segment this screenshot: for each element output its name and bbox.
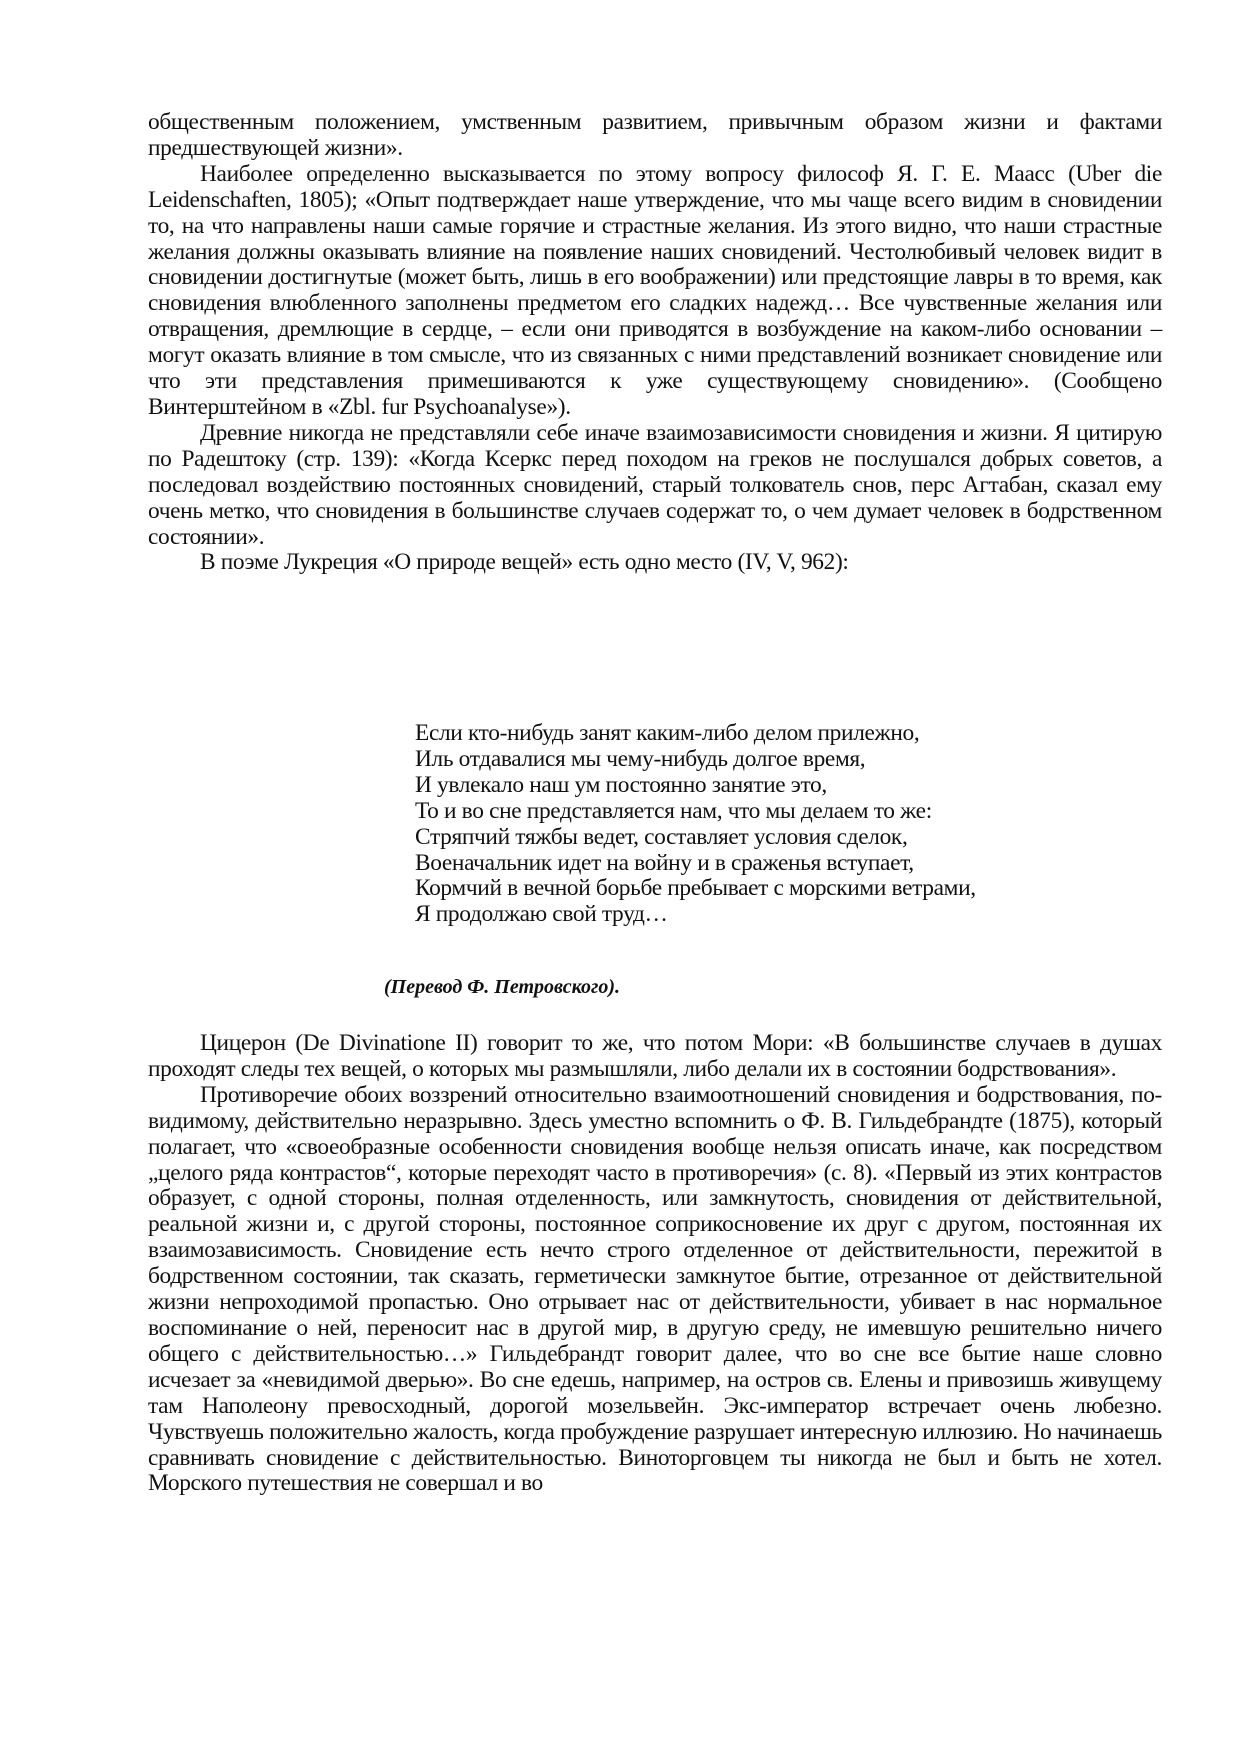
paragraph-continuation: общественным положением, умственным развитием, привычным образом жизни и фактами предшествующей жизни». <box>148 109 1162 161</box>
poem-quote <box>415 721 976 928</box>
poem-line: Кормчий в вечной борьбе пребывает с морскими ветрами, <box>415 875 976 902</box>
paragraph-maass: Наиболее определенно высказывается по этому вопросу философ Я. Г. Е. Маасс (Uber die Leidenschaften, 1805); «Опыт подтверждает наше утверждение, что мы чаще всего видим в сновидении то, на что направлены наши самые горячие и страстные желания. Из этого видно, что наши страстные желания должны оказывать влияние на появление наших сновидений. Честолюбивый человек видит в сновидении достигнутые (может быть, лишь в его воображении) или предстоящие лавры в то время, как сновидения влюбленного заполнены предметом его сладких надежд… Все чувственные желания или отвращения, дремлющие в сердце, – если они приводятся в возбуждение на каком-либо основании – могут оказать влияние в том смысле, что из связанных с ними представлений возникает сновидение или что эти представления примешиваются к уже существующему сновидению». (Сообщено Винтерштейном в «Zbl. fur Psychoanalyse»). <box>148 160 1162 420</box>
paragraph-ancients: Древние никогда не представляли себе иначе взаимозависимости сновидения и жизни. Я цитирую по Радештоку (стр. 139): «Когда Ксеркс перед походом на греков не послушался добрых советов, а последовал воздействию постоянных сновидений, старый толкователь снов, перс Агтабан, сказал ему очень метко, что сновидения в большинстве случаев содержат то, о чем думает человек в бодрственном состоянии». <box>148 419 1162 550</box>
translation-credit: (Перевод Ф. Петровского). <box>384 976 620 998</box>
poem-line: И увлекало наш ум постоянно занятие это, <box>415 771 827 798</box>
top-text-block <box>148 110 1162 576</box>
paragraph-lucretius-intro: В поэме Лукреция «О природе вещей» есть одно место (IV, V, 962): <box>200 549 849 576</box>
poem-line: Военачальник идет на войну и в сраженья вступает, <box>415 849 914 876</box>
poem-line: Стряпчий тяжбы ведет, составляет условия сделок, <box>415 823 908 850</box>
bottom-text-block <box>148 1031 1162 1497</box>
poem-line: Если кто-нибудь занят каким-либо делом прилежно, <box>415 720 920 746</box>
poem-line: То и во сне представляется нам, что мы делаем то же: <box>415 797 932 824</box>
poem-line: Я продолжаю свой труд… <box>415 901 668 928</box>
poem-line: Иль отдавалися мы чему-нибудь долгое время, <box>415 745 866 772</box>
paragraph-hildebrandt: Противоречие обоих воззрений относительно взаимоотношений сновидения и бодрствования, по-видимому, действительно неразрывно. Здесь уместно вспомнить о Ф. В. Гильдебрандте (1875), который полагает, что «своеобразные особенности сновидения вообще нельзя описать иначе, как посредством „целого ряда контрастов“, которые переходят часто в противоречия» (с. 8). «Первый из этих контрастов образует, с одной стороны, полная отделенность, или замкнутость, сновидения от действительной, реальной жизни и, с другой стороны, постоянное соприкосновение их друг с другом, постоянная их взаимозависимость. Сновидение есть нечто строго отделенное от действительности, пережитой в бодрственном состоянии, так сказать, герметически замкнутое бытие, отрезанное от действительной жизни непроходимой пропастью. Оно отрывает нас от действительности, убивает в нас нормальное воспоминание о ней, переносит нас в другой мир, в другую среду, не имевшую решительно ничего общего с действительностью…» Гильдебрандт говорит далее, что во сне все бытие наше словно исчезает за «невидимой дверью». Во сне едешь, например, на остров св. Елены и привозишь живущему там Наполеону превосходный, дорогой мозельвейн. Экс-император встречает очень любезно. Чувствуешь положительно жалость, когда пробуждение разрушает интересную иллюзию. Но начинаешь сравнивать сновидение с действительностью. Виноторговцем ты никогда не был и быть не хотел. Морского путешествия не совершал и во <box>148 1081 1162 1497</box>
paragraph-cicero: Цицерон (De Divinatione II) говорит то же, что потом Мори: «В большинстве случаев в душах проходят следы тех вещей, о которых мы размышляли, либо делали их в состоянии бодрствования». <box>148 1030 1162 1082</box>
